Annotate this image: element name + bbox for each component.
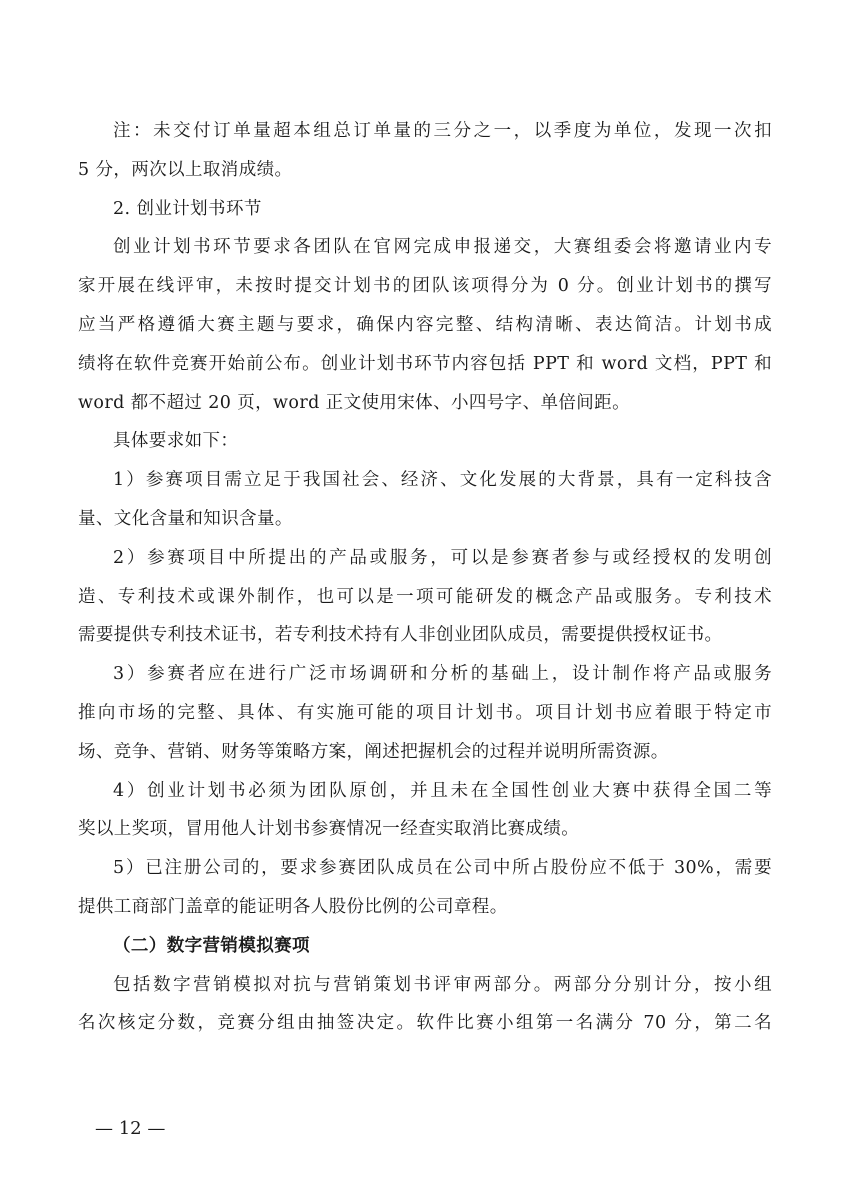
text-line: 包括数字营销模拟对抗与营销策划书评审两部分。两部分分别计分，按小组: [113, 974, 772, 995]
text-line: 2）参赛项目中所提出的产品或服务，可以是参赛者参与或经授权的发明创: [113, 547, 772, 568]
text-line: 注：未交付订单量超本组总订单量的三分之一，以季度为单位，发现一次扣: [113, 121, 772, 141]
text-line: word 都不超过 20 页，word 正文使用宋体、小四号字、单倍间距。: [78, 392, 630, 413]
text-line: 2. 创业计划书环节: [113, 198, 262, 219]
text-line: 家开展在线评审，未按时提交计划书的团队该项得分为 0 分。创业计划书的撰写: [78, 276, 772, 297]
paragraph-plan-requirements: [78, 228, 772, 422]
page-number: — 12 —: [95, 1118, 166, 1139]
text-line: 具体要求如下：: [113, 431, 239, 452]
text-line: 5）已注册公司的，要求参赛团队成员在公司中所占股份应不低于 30%，需要: [113, 858, 772, 879]
text-line: 场、竞争、营销、财务等策略方案，阐述把握机会的过程并说明所需资源。: [78, 741, 669, 762]
text-line: 创业计划书环节要求各团队在官网完成申报递交，大赛组委会将邀请业内专: [113, 237, 772, 258]
text-line: 奖以上奖项，冒用他人计划书参赛情况一经查实取消比赛成绩。: [78, 819, 580, 840]
paragraph-item-2: [78, 539, 772, 655]
page-content: [78, 112, 772, 1043]
text-line: 量、文化含量和知识含量。: [78, 508, 293, 529]
text-line: 提供工商部门盖章的能证明各人股份比例的公司章程。: [78, 896, 508, 917]
text-line: 名次核定分数，竞赛分组由抽签决定。软件比赛小组第一名满分 70 分，第二名: [78, 1013, 772, 1034]
paragraph-item-5: [78, 849, 772, 927]
paragraph-item-4: [78, 772, 772, 850]
section-heading: （二）数字营销模拟赛项: [113, 935, 310, 956]
paragraph-item-1: [78, 461, 772, 539]
paragraph-digital-marketing: [78, 966, 772, 1044]
paragraph-note: [78, 112, 772, 190]
text-line: 3）参赛者应在进行广泛市场调研和分析的基础上，设计制作将产品或服务: [113, 664, 772, 685]
paragraph-specific-intro: [78, 422, 772, 461]
paragraph-item-3: [78, 655, 772, 771]
text-line: 绩将在软件竞赛开始前公布。创业计划书环节内容包括 PPT 和 word 文档，PPT 和: [78, 353, 772, 374]
text-line: 1）参赛项目需立足于我国社会、经济、文化发展的大背景，具有一定科技含: [113, 470, 772, 491]
paragraph-subheading: [78, 190, 772, 229]
text-line: 4）创业计划书必须为团队原创，并且未在全国性创业大赛中获得全国二等: [113, 780, 772, 801]
text-line: 5 分，两次以上取消成绩。: [78, 159, 293, 180]
text-line: 推向市场的完整、具体、有实施可能的项目计划书。项目计划书应着眼于特定市: [78, 702, 772, 723]
text-line: 需要提供专利技术证书，若专利技术持有人非创业团队成员，需要提供授权证书。: [78, 625, 723, 646]
text-line: 应当严格遵循大赛主题与要求，确保内容完整、结构清晰、表达简洁。计划书成: [78, 314, 772, 335]
text-line: 造、专利技术或课外制作，也可以是一项可能研发的概念产品或服务。专利技术: [78, 586, 772, 607]
